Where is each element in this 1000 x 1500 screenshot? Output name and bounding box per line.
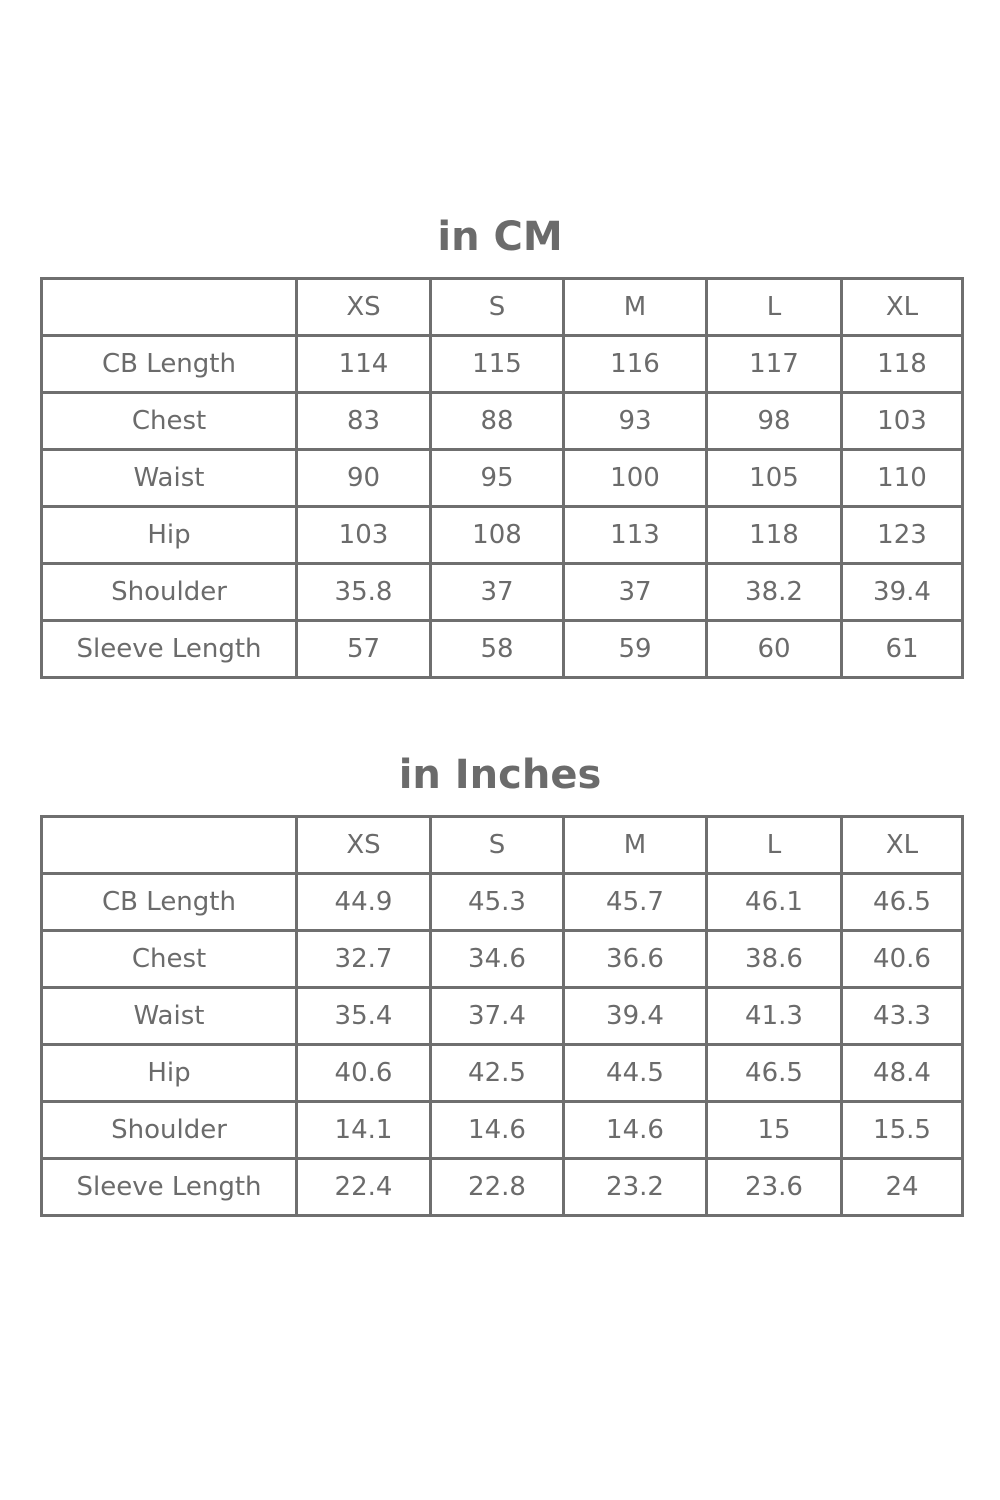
size-header-cell: XL	[842, 817, 963, 874]
measurement-label-cell: Sleeve Length	[42, 621, 297, 678]
measurement-value-cell: 116	[564, 336, 707, 393]
size-header-row	[42, 279, 963, 336]
measurement-value-cell: 35.8	[297, 564, 431, 621]
measurement-value-cell: 59	[564, 621, 707, 678]
measurement-value-cell: 22.4	[297, 1159, 431, 1216]
measurement-value-cell: 38.6	[707, 931, 842, 988]
table-row	[42, 450, 963, 507]
cm-table-title: in CM	[437, 214, 563, 260]
size-header-cell: S	[431, 817, 564, 874]
measurement-value-cell: 23.6	[707, 1159, 842, 1216]
cm-size-table	[40, 277, 964, 679]
measurement-value-cell: 58	[431, 621, 564, 678]
measurement-label-cell: CB Length	[42, 336, 297, 393]
measurement-value-cell: 40.6	[842, 931, 963, 988]
measurement-label-cell: Sleeve Length	[42, 1159, 297, 1216]
measurement-value-cell: 114	[297, 336, 431, 393]
measurement-label-cell: Chest	[42, 393, 297, 450]
table-row	[42, 336, 963, 393]
measurement-value-cell: 38.2	[707, 564, 842, 621]
measurement-value-cell: 32.7	[297, 931, 431, 988]
table-row	[42, 1102, 963, 1159]
measurement-value-cell: 115	[431, 336, 564, 393]
measurement-label-cell: Shoulder	[42, 564, 297, 621]
measurement-value-cell: 39.4	[842, 564, 963, 621]
measurement-value-cell: 48.4	[842, 1045, 963, 1102]
header-corner-cell	[42, 817, 297, 874]
cm-table-body	[42, 279, 963, 678]
measurement-value-cell: 37	[431, 564, 564, 621]
measurement-value-cell: 43.3	[842, 988, 963, 1045]
measurement-value-cell: 83	[297, 393, 431, 450]
measurement-label-cell: Hip	[42, 1045, 297, 1102]
measurement-label-cell: Waist	[42, 450, 297, 507]
table-row	[42, 1045, 963, 1102]
measurement-value-cell: 117	[707, 336, 842, 393]
measurement-value-cell: 100	[564, 450, 707, 507]
measurement-value-cell: 40.6	[297, 1045, 431, 1102]
measurement-value-cell: 110	[842, 450, 963, 507]
measurement-value-cell: 34.6	[431, 931, 564, 988]
table-row	[42, 874, 963, 931]
measurement-value-cell: 23.2	[564, 1159, 707, 1216]
measurement-value-cell: 90	[297, 450, 431, 507]
measurement-value-cell: 39.4	[564, 988, 707, 1045]
size-header-cell: XS	[297, 817, 431, 874]
measurement-value-cell: 105	[707, 450, 842, 507]
measurement-label-cell: Waist	[42, 988, 297, 1045]
measurement-value-cell: 36.6	[564, 931, 707, 988]
table-row	[42, 621, 963, 678]
measurement-value-cell: 93	[564, 393, 707, 450]
measurement-label-cell: Shoulder	[42, 1102, 297, 1159]
measurement-value-cell: 22.8	[431, 1159, 564, 1216]
size-header-row	[42, 817, 963, 874]
header-corner-cell	[42, 279, 297, 336]
measurement-value-cell: 88	[431, 393, 564, 450]
measurement-value-cell: 14.6	[564, 1102, 707, 1159]
table-row	[42, 507, 963, 564]
measurement-value-cell: 118	[842, 336, 963, 393]
size-header-cell: L	[707, 817, 842, 874]
measurement-value-cell: 103	[842, 393, 963, 450]
measurement-value-cell: 57	[297, 621, 431, 678]
measurement-value-cell: 14.1	[297, 1102, 431, 1159]
measurement-value-cell: 46.5	[707, 1045, 842, 1102]
size-header-cell: M	[564, 817, 707, 874]
measurement-label-cell: Hip	[42, 507, 297, 564]
size-header-cell: M	[564, 279, 707, 336]
table-row	[42, 988, 963, 1045]
measurement-label-cell: CB Length	[42, 874, 297, 931]
measurement-value-cell: 35.4	[297, 988, 431, 1045]
table-row	[42, 393, 963, 450]
measurement-value-cell: 118	[707, 507, 842, 564]
size-header-cell: S	[431, 279, 564, 336]
measurement-value-cell: 46.5	[842, 874, 963, 931]
measurement-value-cell: 108	[431, 507, 564, 564]
inches-table-title: in Inches	[398, 752, 602, 798]
measurement-label-cell: Chest	[42, 931, 297, 988]
measurement-value-cell: 44.9	[297, 874, 431, 931]
inches-table-body	[42, 817, 963, 1216]
measurement-value-cell: 41.3	[707, 988, 842, 1045]
measurement-value-cell: 60	[707, 621, 842, 678]
measurement-value-cell: 113	[564, 507, 707, 564]
measurement-value-cell: 44.5	[564, 1045, 707, 1102]
measurement-value-cell: 61	[842, 621, 963, 678]
measurement-value-cell: 45.3	[431, 874, 564, 931]
measurement-value-cell: 37	[564, 564, 707, 621]
measurement-value-cell: 45.7	[564, 874, 707, 931]
measurement-value-cell: 103	[297, 507, 431, 564]
size-header-cell: XS	[297, 279, 431, 336]
table-row	[42, 564, 963, 621]
inches-size-table	[40, 815, 964, 1217]
measurement-value-cell: 95	[431, 450, 564, 507]
measurement-value-cell: 14.6	[431, 1102, 564, 1159]
measurement-value-cell: 98	[707, 393, 842, 450]
table-row	[42, 931, 963, 988]
measurement-value-cell: 24	[842, 1159, 963, 1216]
size-header-cell: XL	[842, 279, 963, 336]
table-row	[42, 1159, 963, 1216]
size-header-cell: L	[707, 279, 842, 336]
measurement-value-cell: 123	[842, 507, 963, 564]
measurement-value-cell: 42.5	[431, 1045, 564, 1102]
measurement-value-cell: 15.5	[842, 1102, 963, 1159]
measurement-value-cell: 37.4	[431, 988, 564, 1045]
measurement-value-cell: 15	[707, 1102, 842, 1159]
measurement-value-cell: 46.1	[707, 874, 842, 931]
